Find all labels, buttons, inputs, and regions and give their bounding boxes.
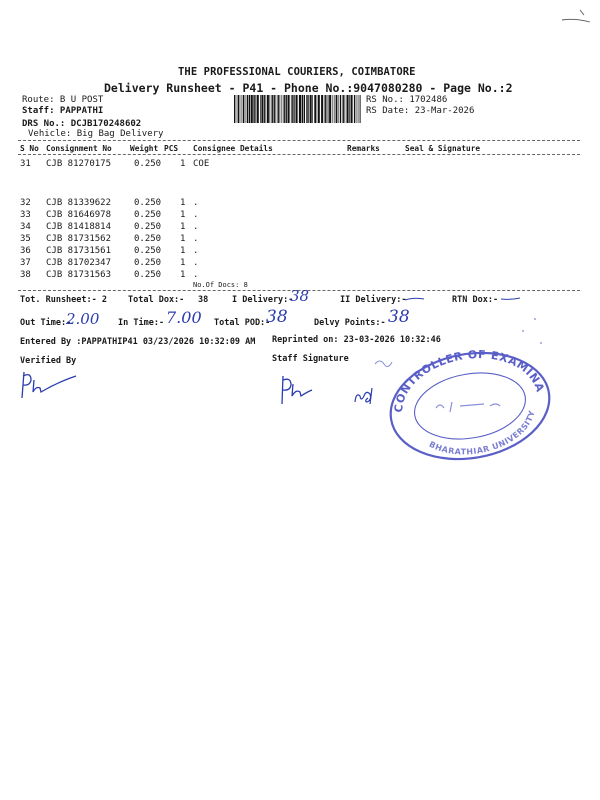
no-of-docs: No.Of Docs: 8 [193,281,248,289]
col-header-weight: Weight [130,144,159,153]
barcode-bar [255,95,256,123]
row-consignment: CJB 81731562 [46,234,112,244]
row-sno: 33 [20,210,31,220]
i-delivery-handwritten: 38 [290,287,310,305]
rs-date: RS Date: 23-Mar-2026 [366,106,475,116]
barcode-bar [276,95,277,123]
row-details: . [193,270,199,280]
controller-stamp [384,346,556,464]
corner-pen-mark [560,6,596,28]
in-time-label: In Time:- [118,318,165,328]
row-consignment: CJB 81702347 [46,258,112,268]
barcode-bar [308,95,309,123]
reprinted-on: Reprinted on: 23-03-2026 10:32:46 [272,335,441,345]
barcode-bar [329,95,331,123]
row-details: . [193,222,199,232]
row-pcs: 1 [180,222,186,232]
barcode-bar [335,95,336,123]
rtn-dox-pen-dash [500,296,522,302]
barcode-bar [302,95,303,123]
row-pcs: 1 [180,210,186,220]
speck [534,318,536,320]
row-details: . [193,210,199,220]
row-consignment: CJB 81731561 [46,246,112,256]
row-consignment: CJB 81339622 [46,198,112,208]
verified-by-label: Verified By [20,356,77,366]
row-pcs: 1 [180,159,186,169]
barcode-bar [321,95,323,123]
barcode-bar [274,95,275,123]
speck [522,330,524,332]
barcode-bar [286,95,287,123]
row-weight: 0.250 [134,234,162,244]
table-row [0,198,600,210]
col-header-remarks: Remarks [347,144,380,153]
barcode-bar [318,95,320,123]
total-pod-handwritten: 38 [266,307,288,327]
barcode-bar [325,95,326,123]
barcode-bar [333,95,334,123]
runsheet-title: Delivery Runsheet - P41 - Phone No.:9047080280 - Page No.:2 [104,81,513,95]
barcode-bar [257,95,259,123]
row-weight: 0.250 [134,222,162,232]
barcode-bar [328,95,329,123]
barcode-bar [241,95,242,123]
staff-text: Staff: PAPPATHI [22,106,104,116]
out-time-label: Out Time:- [20,318,72,328]
barcode-bar [336,95,337,123]
row-weight: 0.250 [134,198,162,208]
row-sno: 37 [20,258,31,268]
row-sno: 38 [20,270,31,280]
staff-signature-mark [276,374,316,406]
in-time-handwritten: 7.00 [166,308,202,327]
barcode-bar [278,95,279,123]
total-pod-label: Total POD:- [214,318,271,328]
col-header-pcs: PCS [164,144,179,153]
table-row [0,222,600,234]
barcode-bar [294,95,295,123]
barcode-bar [349,95,350,123]
barcode-bar [351,95,353,123]
row-details: . [193,258,199,268]
row-consignment: CJB 81731563 [46,270,112,280]
ii-delivery-pen-dash [404,296,426,302]
header-divider-bottom [18,154,580,155]
row-weight: 0.250 [134,246,162,256]
table-row [0,159,600,171]
row-sno: 36 [20,246,31,256]
row-weight: 0.250 [134,210,162,220]
barcode-bar [343,95,344,123]
svg-text:CONTROLLER OF EXAMINATIONS: CONTROLLER OF EXAMINATIONS [392,348,547,413]
barcode-bar [260,95,261,123]
row-weight: 0.250 [134,270,162,280]
delvy-points-handwritten: 38 [388,307,410,327]
barcode-bar [296,95,298,123]
barcode-bar [314,95,316,123]
barcode-bar [306,95,307,123]
barcode-bar [253,95,254,123]
total-dox-label: Total Dox:- [128,295,185,305]
row-pcs: 1 [180,246,186,256]
barcode-bar [270,95,271,123]
table-row [0,258,600,270]
row-consignment: CJB 81270175 [46,159,112,169]
route-text: Route: B U POST [22,95,104,105]
row-sno: 34 [20,222,31,232]
row-sno: 32 [20,198,31,208]
table-row [0,210,600,222]
col-header-seal: Seal & Signature [405,144,481,153]
barcode-image [234,95,362,123]
table-row [0,246,600,258]
out-time-handwritten: 2.00 [66,310,100,328]
barcode-bar [234,95,235,123]
row-pcs: 1 [180,258,186,268]
row-pcs: 1 [180,198,186,208]
table-row [0,234,600,246]
total-dox-value: 38 [198,295,209,305]
row-weight: 0.250 [134,258,162,268]
i-delivery-label: I Delivery:- [232,295,294,305]
barcode-bar [340,95,341,123]
row-sno: 31 [20,159,31,169]
row-details: . [193,234,199,244]
barcode-bar [247,95,248,123]
row-details: . [193,246,199,256]
barcode-bar [304,95,305,123]
barcode-bar [292,95,293,123]
barcode-bar [345,95,346,123]
staff-signature-label: Staff Signature [272,354,349,364]
barcode-bar [238,95,239,123]
tot-runsheet: Tot. Runsheet:- 2 [20,295,107,305]
row-pcs: 1 [180,270,186,280]
barcode-bar [310,95,312,123]
barcode-bar [288,95,290,123]
row-consignment: CJB 81418814 [46,222,112,232]
vehicle-text: Vehicle: Big Bag Delivery [28,129,164,139]
speck [540,342,542,344]
barcode-bar [261,95,263,123]
barcode-bar [354,95,355,123]
barcode-bar [243,95,244,123]
barcode-bar [272,95,273,123]
barcode-bar [312,95,313,123]
rtn-dox-label: RTN Dox:- [452,295,499,305]
col-header-consignee: Consignee Details [193,144,273,153]
company-title: THE PROFESSIONAL COURIERS, COIMBATORE [178,66,416,78]
barcode-bar [251,95,253,123]
barcode-bar [284,95,285,123]
initials-mark [352,384,378,408]
row-consignment: CJB 81646978 [46,210,112,220]
header-divider-top [18,140,580,141]
delvy-points-label: Delvy Points:- [314,318,386,328]
barcode-bar [291,95,292,123]
col-header-sno: S No [20,144,39,153]
barcode-bar [360,95,361,123]
verified-by-signature [18,368,80,402]
row-details: COE [193,159,210,169]
barcode-bar [338,95,339,123]
row-sno: 35 [20,234,31,244]
barcode-bar [280,95,281,123]
entered-by: Entered By :PAPPATHIP41 03/23/2026 10:32:09 AM [20,337,256,347]
barcode-bar [299,95,301,123]
barcode-bar [267,95,269,123]
svg-text:BHARATHIAR UNIVERSITY: BHARATHIAR UNIVERSITY [427,409,537,457]
rs-number: RS No.: 1702486 [366,95,448,105]
barcode-bar [237,95,238,123]
row-details: . [193,198,199,208]
barcode-bar [347,95,349,123]
barcode-bar [359,95,360,123]
row-weight: 0.250 [134,159,162,169]
barcode-bar [245,95,246,123]
barcode-bar [282,95,283,123]
barcode-bar [327,95,328,123]
row-pcs: 1 [180,234,186,244]
ii-delivery-label: II Delivery:- [340,295,407,305]
table-row [0,270,600,282]
barcode-bar [357,95,358,123]
col-header-consignment: Consignment No [46,144,112,153]
barcode-bar [249,95,250,123]
barcode-bar [264,95,265,123]
drs-number: DRS No.: DCJB170248602 [22,119,142,129]
